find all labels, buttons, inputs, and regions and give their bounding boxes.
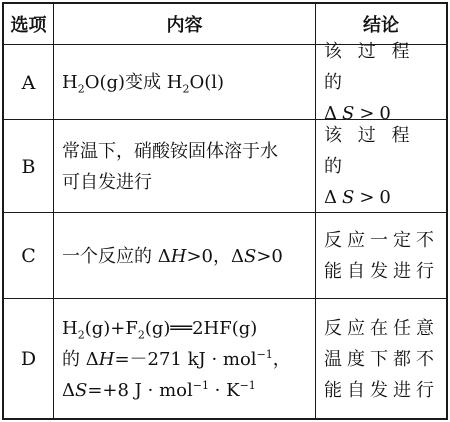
- text-segment: >0: [359, 187, 396, 208]
- table-row-d: [4, 298, 446, 419]
- text-line: [324, 313, 440, 344]
- text-segment: =－271 kJ · mol: [114, 348, 257, 370]
- conclusion-cell: [316, 41, 446, 124]
- table-row-c: [4, 212, 446, 299]
- text-segment: H: [62, 72, 78, 93]
- conclusion-cell: [316, 120, 446, 213]
- option-cell: C: [4, 213, 54, 299]
- conclusion-cell: [316, 299, 446, 419]
- subscript: 2: [182, 82, 190, 96]
- text-segment: 的 Δ: [62, 348, 99, 370]
- text-line: [324, 344, 440, 375]
- text-segment: (g)+F: [84, 317, 138, 339]
- table-row-b: [4, 119, 446, 213]
- italic-symbol: S: [75, 379, 88, 401]
- text-line: [324, 36, 440, 98]
- text-segment: 该 过 程 的: [324, 125, 415, 177]
- text-line: [62, 241, 307, 272]
- option-cell: B: [4, 120, 54, 213]
- text-segment: 能自发进行: [324, 261, 439, 282]
- content-cell: [54, 120, 316, 213]
- text-segment: >0: [256, 245, 283, 267]
- text-segment: 常温下，硝酸铵固体溶于水: [62, 140, 278, 162]
- text-line: [62, 67, 307, 98]
- text-segment: · K: [208, 379, 240, 401]
- text-line: [324, 256, 440, 287]
- text-segment: Δ: [324, 187, 342, 208]
- text-segment: 能自发进行: [324, 379, 439, 401]
- text-segment: (g)══2HF(g): [144, 317, 258, 339]
- superscript: −1: [192, 378, 209, 392]
- text-segment: 反应在任意: [324, 317, 439, 339]
- text-line: [324, 120, 440, 182]
- subscript: 2: [77, 328, 85, 342]
- text-segment: >0: [359, 103, 396, 124]
- text-segment: ，: [272, 348, 291, 370]
- content-cell: [54, 213, 316, 299]
- italic-symbol: S: [342, 187, 360, 208]
- content-cell: [54, 299, 316, 419]
- header-content: 内容: [54, 4, 316, 44]
- text-segment: 温度下都不: [324, 348, 439, 370]
- text-line: [62, 375, 307, 406]
- text-segment: 可自发进行: [62, 171, 152, 193]
- italic-symbol: S: [243, 245, 257, 267]
- header-option: 选项: [4, 4, 54, 44]
- comparison-table: [2, 2, 448, 420]
- superscript: −1: [256, 347, 273, 361]
- conclusion-cell: [316, 213, 446, 299]
- text-segment: Δ: [324, 103, 342, 124]
- subscript: 2: [77, 82, 85, 96]
- text-segment: O(g)变成 H: [84, 72, 183, 93]
- text-line: [62, 167, 307, 198]
- italic-symbol: H: [98, 348, 115, 370]
- option-cell: D: [4, 299, 54, 419]
- text-line: [62, 344, 307, 375]
- text-line: [62, 313, 307, 344]
- text-segment: 一个反应的 Δ: [62, 245, 171, 267]
- text-segment: 反应一定不: [324, 230, 439, 251]
- text-segment: O(l): [189, 72, 225, 93]
- text-segment: 该 过 程 的: [324, 41, 415, 93]
- content-cell: [54, 45, 316, 120]
- text-line: [324, 375, 440, 406]
- text-line: [62, 136, 307, 167]
- text-segment: >0，Δ: [186, 245, 244, 267]
- italic-symbol: H: [170, 245, 187, 267]
- superscript: −1: [239, 378, 256, 392]
- italic-symbol: S: [342, 103, 360, 124]
- text-segment: Δ: [62, 379, 75, 401]
- text-segment: H: [62, 317, 78, 339]
- option-cell: A: [4, 45, 54, 120]
- text-line: [324, 182, 440, 213]
- subscript: 2: [137, 328, 145, 342]
- text-segment: =+8 J · mol: [87, 379, 193, 401]
- text-line: [324, 225, 440, 256]
- header-conclusion: 结论: [363, 15, 399, 36]
- table-row-a: [4, 41, 446, 124]
